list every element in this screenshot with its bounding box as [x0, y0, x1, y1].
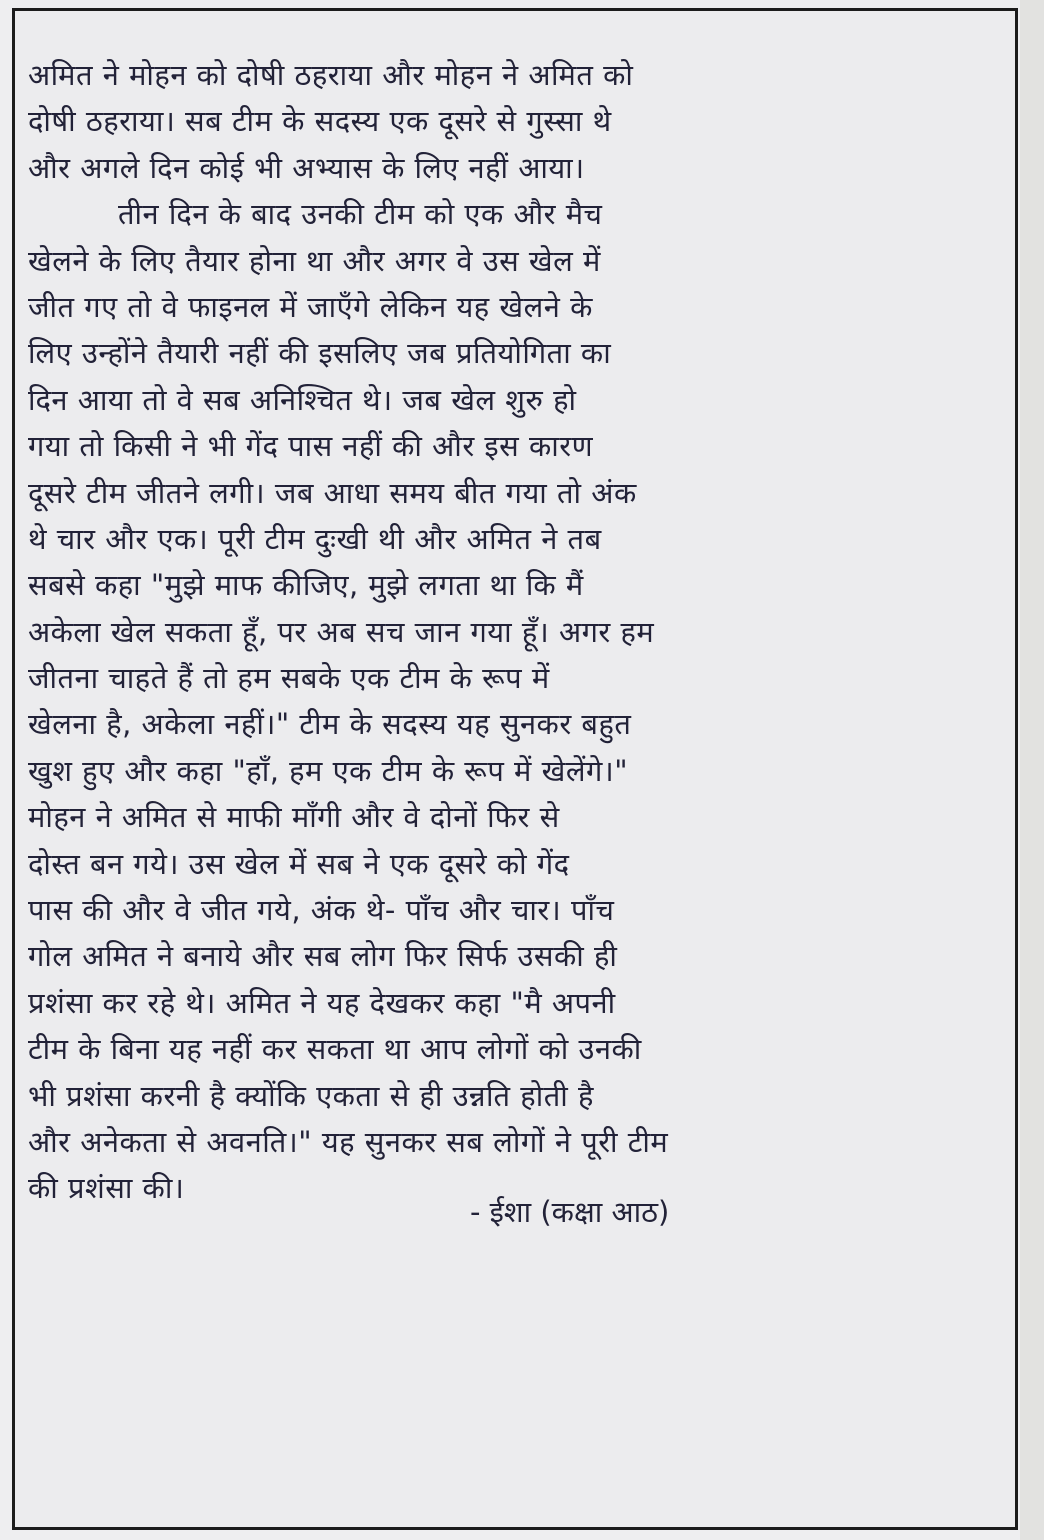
- text-line: की प्रशंसा की।: [28, 1171, 185, 1206]
- scan-edge: [1020, 0, 1044, 1540]
- text-line: दोषी ठहराया। सब टीम के सदस्य एक दूसरे से गुस्सा थे: [28, 104, 612, 139]
- text-line: दोस्त बन गये। उस खेल में सब ने एक दूसरे को गेंद: [28, 846, 570, 881]
- text-line: दिन आया तो वे सब अनिश्चित थे। जब खेल शुरु हो: [28, 382, 577, 417]
- text-line: अकेला खेल सकता हूँ, पर अब सच जान गया हूँ। अगर हम: [28, 614, 655, 649]
- text-line: खेलने के लिए तैयार होना था और अगर वे उस खेल में: [28, 243, 601, 278]
- text-line: तीन दिन के बाद उनकी टीम को एक और मैच: [118, 197, 603, 232]
- author-signature: - ईशा (कक्षा आठ): [470, 1195, 670, 1229]
- text-line: खेलना है, अकेला नहीं।" टीम के सदस्य यह सुनकर बहुत: [28, 707, 632, 742]
- text-line: गया तो किसी ने भी गेंद पास नहीं की और इस कारण: [28, 429, 594, 464]
- text-line: पास की और वे जीत गये, अंक थे- पाँच और चार। पाँच: [28, 893, 615, 928]
- text-line: खुश हुए और कहा "हाँ, हम एक टीम के रूप में खेलेंगे।": [28, 753, 629, 788]
- story-text: [28, 52, 1013, 1212]
- text-line: और अनेकता से अवनति।" यह सुनकर सब लोगों ने पूरी टीम: [28, 1124, 669, 1159]
- text-line: थे चार और एक। पूरी टीम दुःखी थी और अमित ने तब: [28, 521, 602, 556]
- text-line: टीम के बिना यह नहीं कर सकता था आप लोगों को उनकी: [28, 1032, 642, 1067]
- text-line: भी प्रशंसा करनी है क्योंकि एकता से ही उन्नति होती है: [28, 1078, 594, 1113]
- text-line: मोहन ने अमित से माफी माँगी और वे दोनों फिर से: [28, 800, 560, 835]
- text-line: सबसे कहा "मुझे माफ कीजिए, मुझे लगता था कि मैं: [28, 568, 584, 603]
- text-line: गोल अमित ने बनाये और सब लोग फिर सिर्फ उसकी ही: [28, 939, 618, 974]
- text-line: जीत गए तो वे फाइनल में जाएँगे लेकिन यह खेलने के: [28, 289, 593, 324]
- text-line: और अगले दिन कोई भी अभ्यास के लिए नहीं आया।: [28, 150, 585, 185]
- text-line: अमित ने मोहन को दोषी ठहराया और मोहन ने अमित को: [28, 58, 634, 92]
- text-line: प्रशंसा कर रहे थे। अमित ने यह देखकर कहा "मै अपनी: [28, 985, 616, 1020]
- text-line: लिए उन्होंने तैयारी नहीं की इसलिए जब प्रतियोगिता का: [28, 336, 612, 371]
- text-line: जीतना चाहते हैं तो हम सबके एक टीम के रूप में: [28, 661, 550, 696]
- text-line: दूसरे टीम जीतने लगी। जब आधा समय बीत गया तो अंक: [28, 475, 637, 510]
